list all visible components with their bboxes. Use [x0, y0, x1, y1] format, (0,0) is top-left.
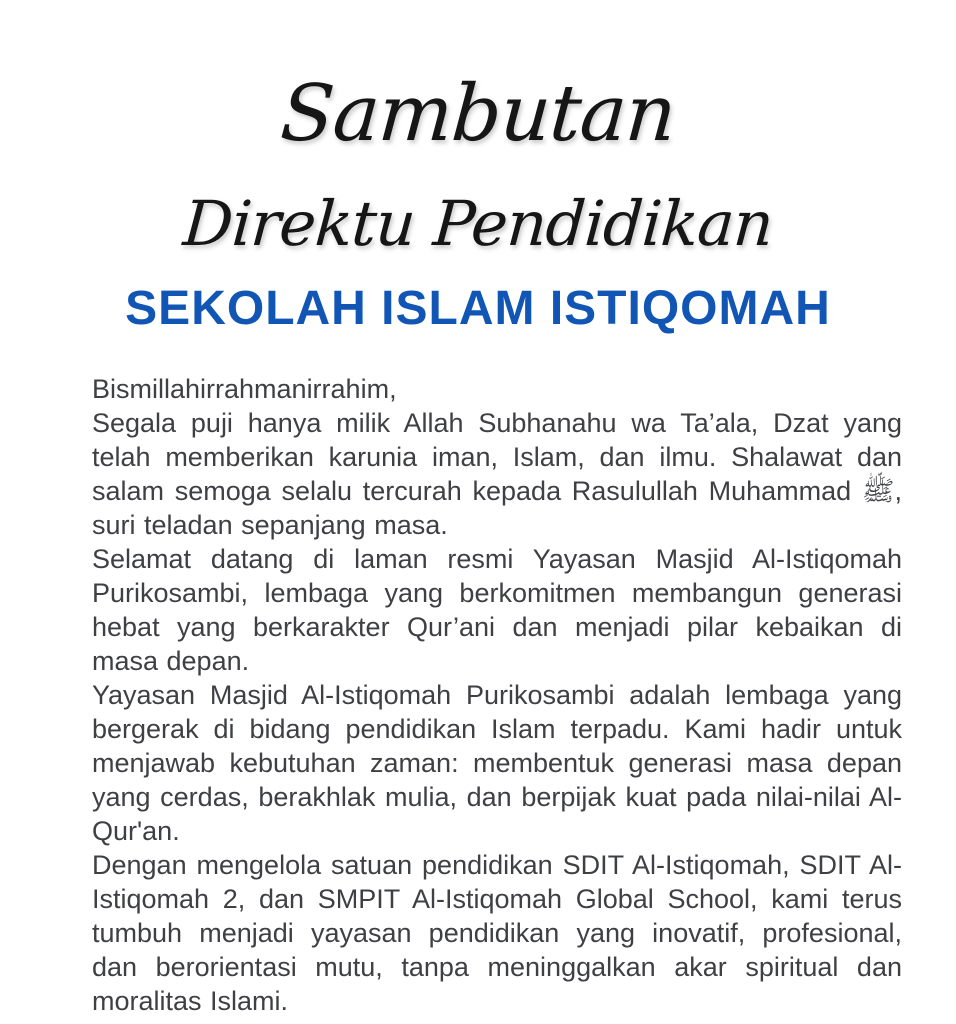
page-header — [0, 0, 956, 336]
paragraph-bismillah: Bismillahirrahmanirrahim, — [92, 374, 397, 404]
welcome-message-body — [92, 372, 902, 1018]
paragraph-schools: Dengan mengelola satuan pendidikan SDIT Al-Istiqomah, SDIT Al-Istiqomah 2, dan SMPIT Al-Istiqomah Global School, kami terus tumbuh menjadi yayasan pendidikan yang inovatif, profesional, dan berorientasi mutu, tanpa meninggalkan akar spiritual dan moralitas Islami. — [92, 850, 902, 1016]
script-title-line-1: Sambutan — [277, 69, 679, 159]
script-title-line-2: Direktu Pendidikan — [180, 187, 776, 260]
paragraph-praise: Segala puji hanya milik Allah Subhanahu wa Ta’ala, Dzat yang telah memberikan karunia iman, Islam, dan ilmu. Shalawat dan salam semoga selalu tercurah kepada Rasulullah Muhammad ﷺ, suri teladan sepanjang masa. — [92, 408, 902, 540]
page-title: SEKOLAH ISLAM ISTIQOMAH — [125, 282, 831, 335]
paragraph-foundation-profile: Yayasan Masjid Al-Istiqomah Purikosambi adalah lembaga yang bergerak di bidang pendidikan Islam terpadu. Kami hadir untuk menjawab kebutuhan zaman: membentuk generasi masa depan yang cerdas, berakhlak mulia, dan berpijak kuat pada nilai-nilai Al-Qur'an. — [92, 680, 902, 846]
paragraph-welcome: Selamat datang di laman resmi Yayasan Masjid Al-Istiqomah Purikosambi, lembaga yang berkomitmen membangun generasi hebat yang berkarakter Qur’ani dan menjadi pilar kebaikan di masa depan. — [92, 544, 902, 676]
